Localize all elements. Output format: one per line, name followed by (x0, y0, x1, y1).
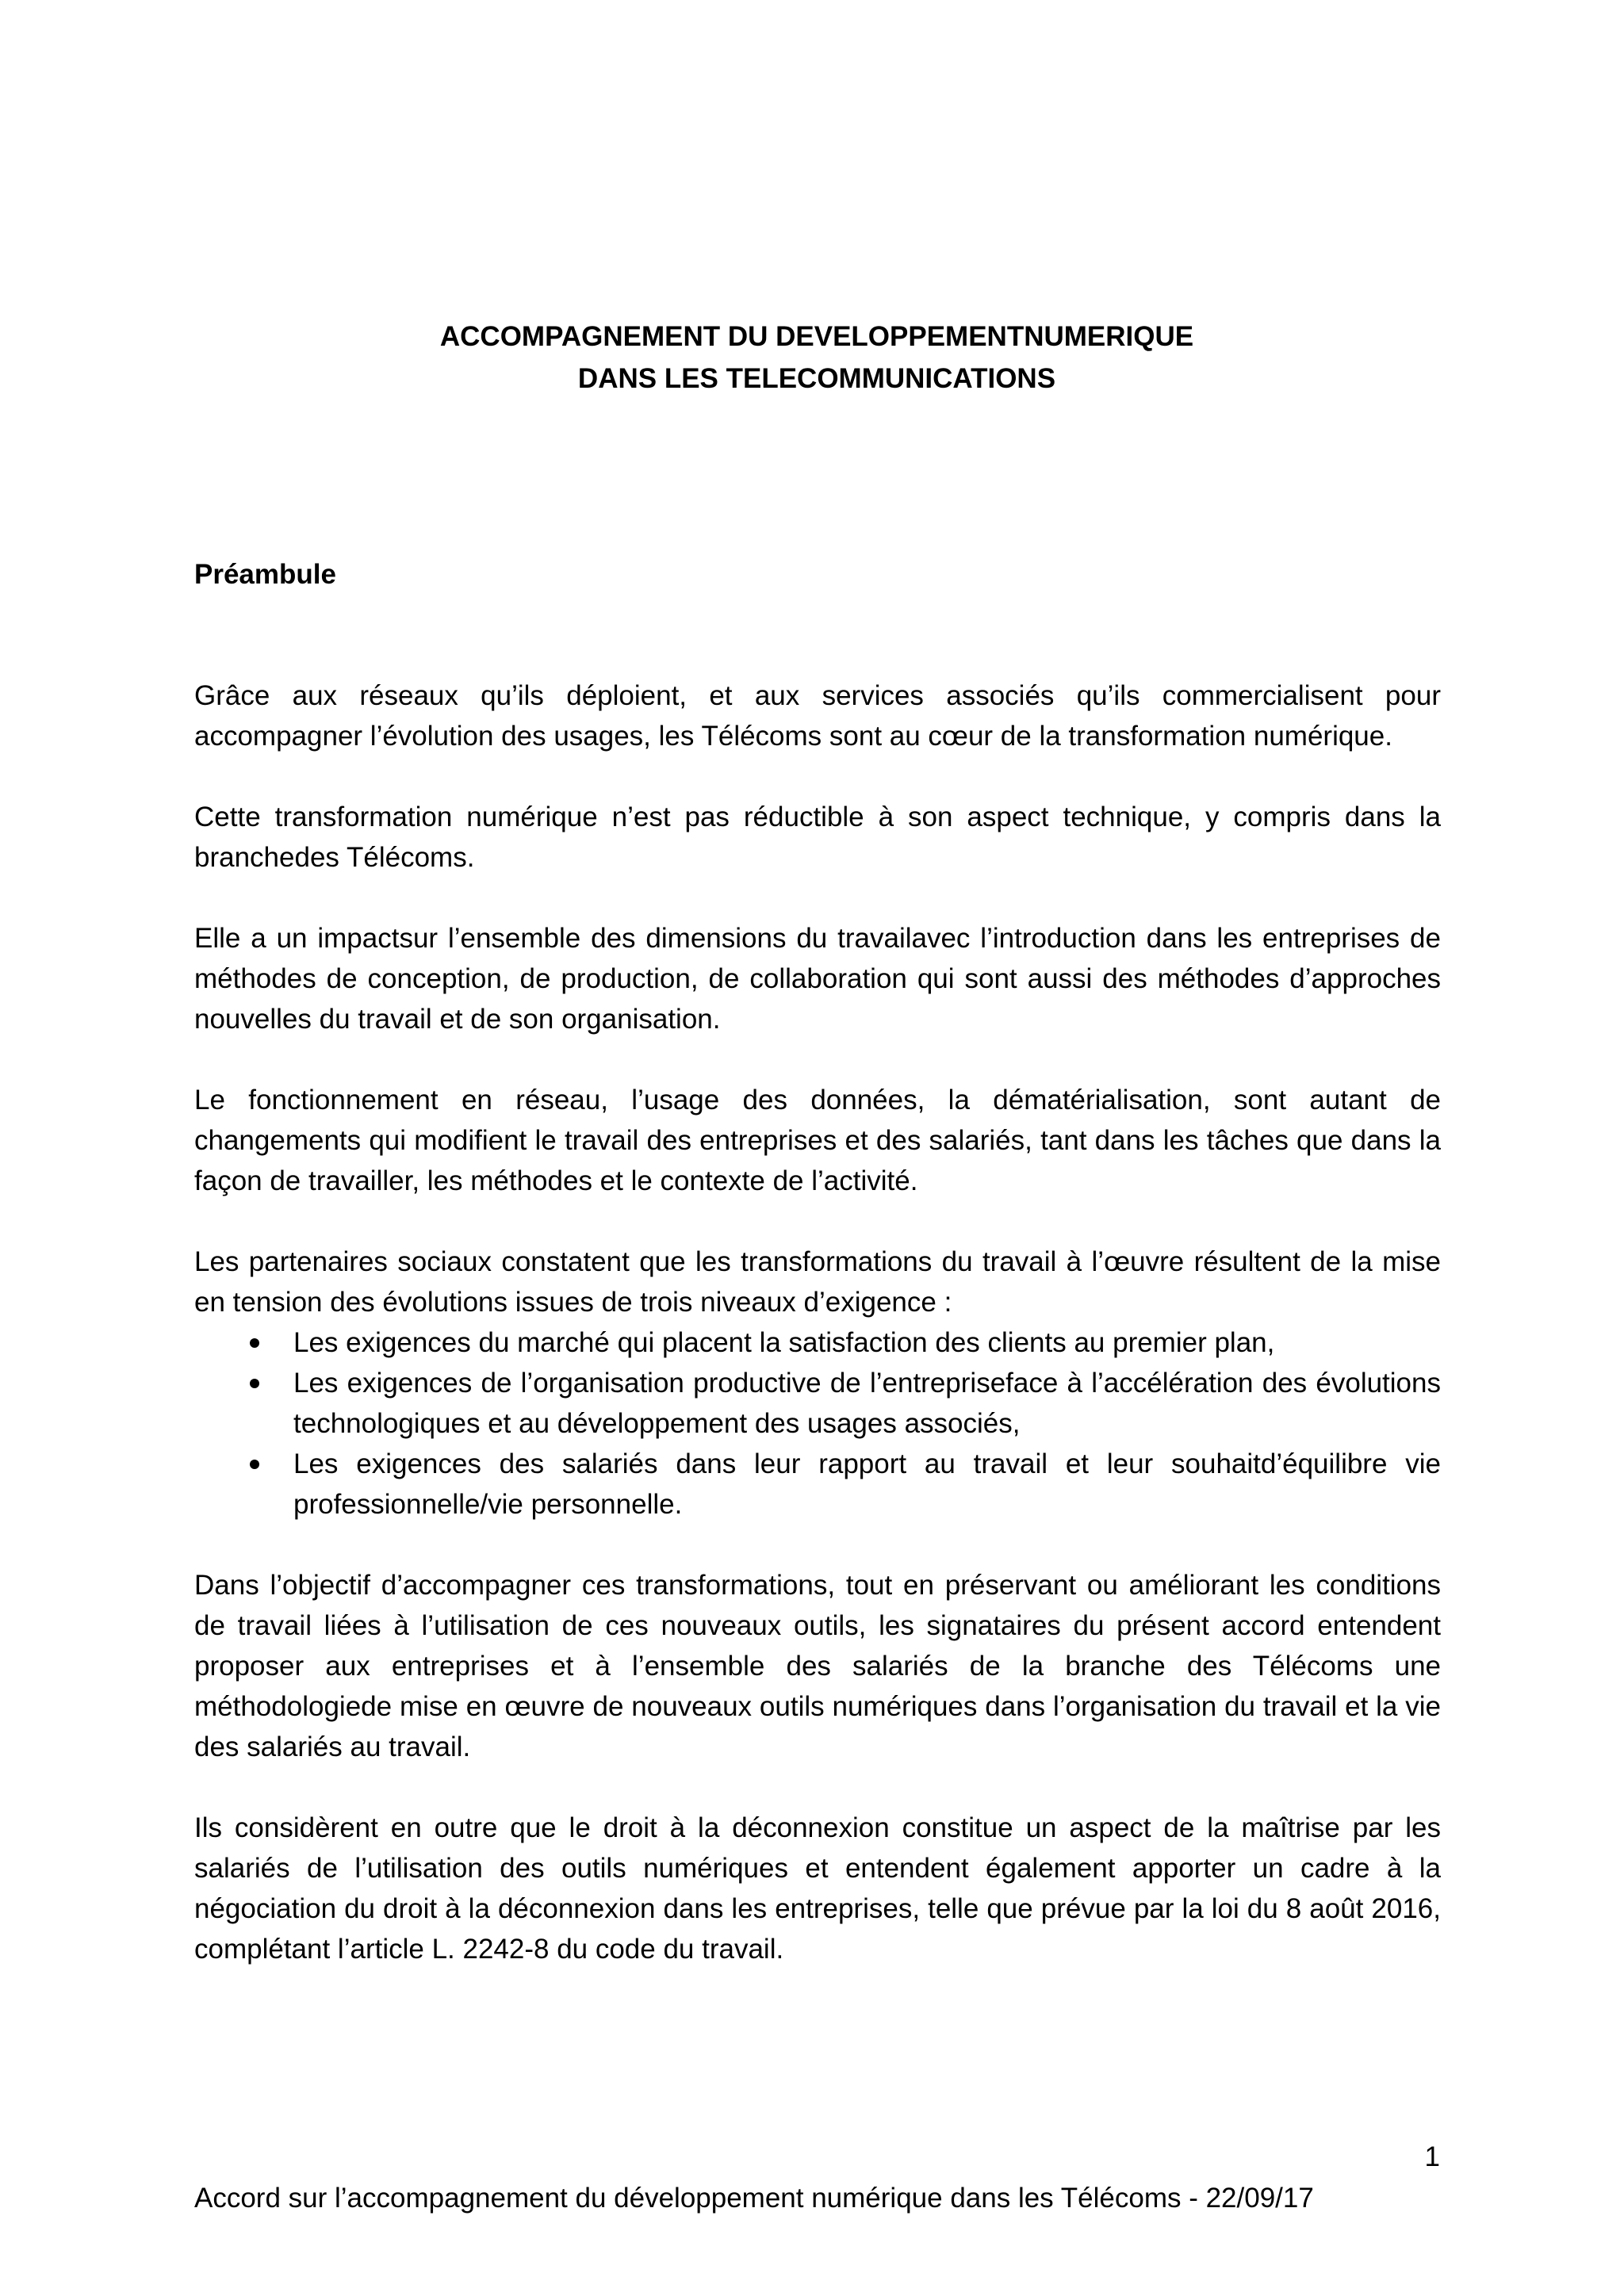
paragraph-4: Le fonctionnement en réseau, l’usage des données, la dématérialisation, sont autant de changements qui modifient le travail des entreprises et des salariés, tant dans les tâches que dans la façon de travailler, les méthodes et le contexte de l’activité. (194, 1085, 1441, 1196)
paragraph-7: Ils considèrent en outre que le droit à la déconnexion constitue un aspect de la maîtrise par les salariés de l’utilisation des outils numériques et entendent également apporter un cadre à la négociation du droit à la déconnexion dans les entreprises, telle que prévue par la loi du 8 août 2016, complétant l’article L. 2242-8 du code du travail. (194, 1812, 1441, 1965)
list-item-text: Les exigences des salariés dans leur rapport au travail et leur souhaitd’équilibre vie professionnelle/vie personnelle. (293, 1448, 1441, 1520)
list-item-text: Les exigences du marché qui placent la satisfaction des clients au premier plan, (293, 1327, 1275, 1358)
list-item (194, 1322, 1441, 1363)
bullet-icon (250, 1444, 261, 1484)
paragraph-2: Cette transformation numérique n’est pas réductible à son aspect technique, y compris dans la branchedes Télécoms. (194, 802, 1441, 873)
page-number: 1 (1424, 2141, 1440, 2172)
document-title (0, 316, 1624, 400)
document-body (194, 675, 1441, 2010)
paragraph-5: Les partenaires sociaux constatent que les transformations du travail à l’œuvre résultent de la mise en tension des évolutions issues de trois niveaux d’exigence : (194, 1246, 1441, 1318)
exigences-list (194, 1322, 1441, 1525)
paragraph-3: Elle a un impactsur l’ensemble des dimensions du travailavec l’introduction dans les entreprises de méthodes de conception, de production, de collaboration qui sont aussi des méthodes d’approches nouvelles du travail et de son organisation. (194, 923, 1441, 1035)
paragraph-6: Dans l’objectif d’accompagner ces transformations, tout en préservant ou améliorant les conditions de travail liées à l’utilisation de ces nouveaux outils, les signataires du présent accord entendent proposer aux entreprises et à l’ensemble des salariés de la branche des Télécoms une méthodologiede mise en œuvre de nouveaux outils numériques dans l’organisation du travail et la vie des salariés au travail. (194, 1570, 1441, 1762)
page-footer: Accord sur l’accompagnement du développement numérique dans les Télécoms - 22/09/17 (194, 2183, 1314, 2214)
paragraph-1: Grâce aux réseaux qu’ils déploient, et aux services associés qu’ils commercialisent pour accompagner l’évolution des usages, les Télécoms sont au cœur de la transformation numérique. (194, 680, 1441, 752)
bullet-icon (250, 1363, 261, 1403)
list-item (194, 1444, 1441, 1525)
title-line-2: DANS LES TELECOMMUNICATIONS (577, 363, 1056, 394)
list-item-text: Les exigences de l’organisation productive de l’entrepriseface à l’accélération des évolutions technologiques et au développement des usages associés, (293, 1368, 1441, 1439)
list-item (194, 1363, 1441, 1444)
title-line-1: ACCOMPAGNEMENT DU DEVELOPPEMENTNUMERIQUE (439, 321, 1194, 352)
section-heading-preambule: Préambule (194, 559, 336, 590)
bullet-icon (250, 1322, 261, 1363)
